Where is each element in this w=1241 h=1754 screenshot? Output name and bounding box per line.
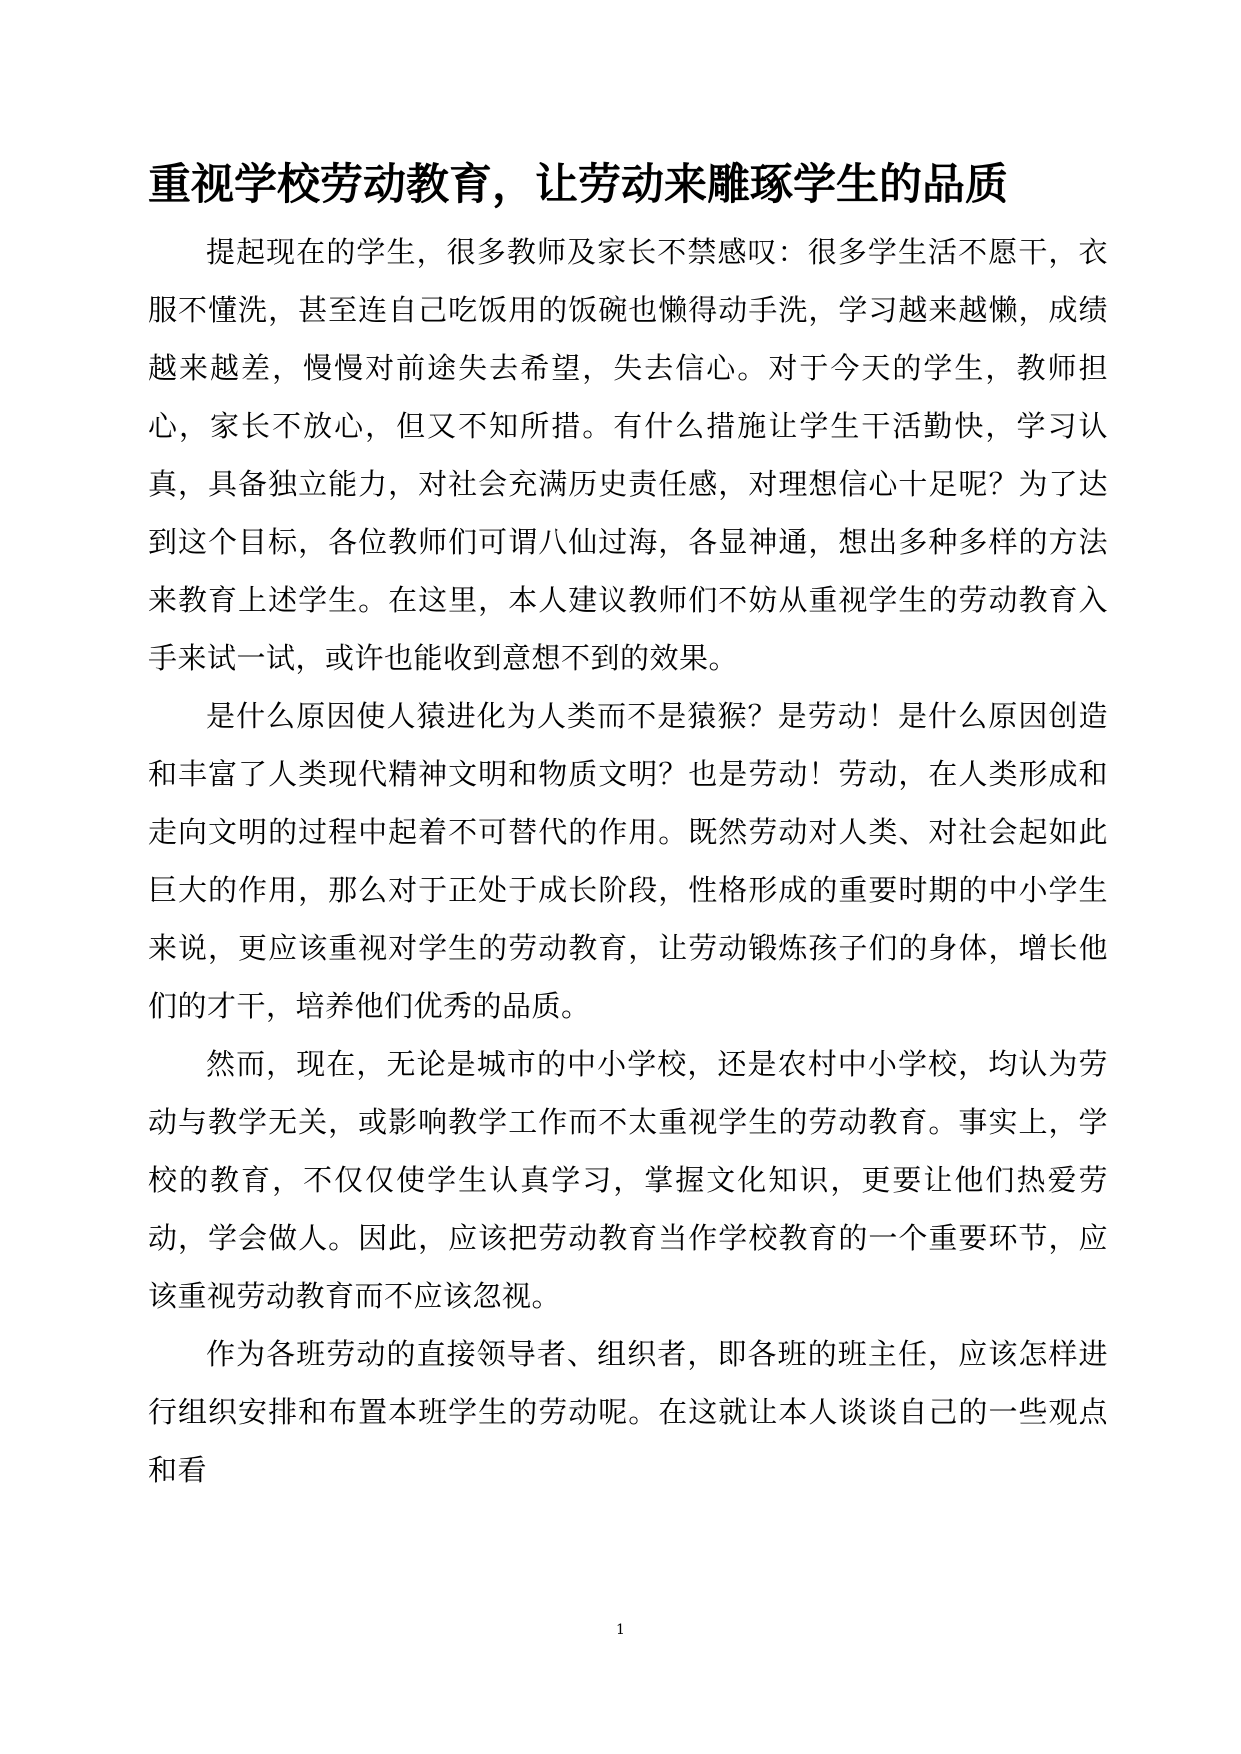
document-body <box>148 223 1108 1499</box>
paragraph-1: 提起现在的学生，很多教师及家长不禁感叹：很多学生活不愿干，衣服不懂洗，甚至连自己吃饭用的饭碗也懒得动手洗，学习越来越懒，成绩越来越差，慢慢对前途失去希望，失去信心。对于今天的学生，教师担心，家长不放心，但又不知所措。有什么措施让学生干活勤快，学习认真，具备独立能力，对社会充满历史责任感，对理想信心十足呢？为了达到这个目标，各位教师们可谓八仙过海，各显神通，想出多种多样的方法来教育上述学生。在这里，本人建议教师们不妨从重视学生的劳动教育入手来试一试，或许也能收到意想不到的效果。 <box>148 235 1108 675</box>
paragraph-4: 作为各班劳动的直接领导者、组织者，即各班的班主任，应该怎样进行组织安排和布置本班学生的劳动呢。在这就让本人谈谈自己的一些观点和看 <box>148 1337 1108 1487</box>
page-number: 1 <box>616 1622 625 1638</box>
paragraph-3: 然而，现在，无论是城市的中小学校，还是农村中小学校，均认为劳动与教学无关，或影响教学工作而不太重视学生的劳动教育。事实上，学校的教育，不仅仅使学生认真学习，掌握文化知识，更要让他们热爱劳动，学会做人。因此，应该把劳动教育当作学校教育的一个重要环节，应该重视劳动教育而不应该忽视。 <box>148 1047 1108 1313</box>
document-title: 重视学校劳动教育，让劳动来雕琢学生的品质 <box>148 160 1008 210</box>
paragraph-2: 是什么原因使人猿进化为人类而不是猿猴？是劳动！是什么原因创造和丰富了人类现代精神文明和物质文明？也是劳动！劳动，在人类形成和走向文明的过程中起着不可替代的作用。既然劳动对人类、对社会起如此巨大的作用，那么对于正处于成长阶段，性格形成的重要时期的中小学生来说，更应该重视对学生的劳动教育，让劳动锻炼孩子们的身体，增长他们的才干，培养他们优秀的品质。 <box>148 699 1108 1023</box>
